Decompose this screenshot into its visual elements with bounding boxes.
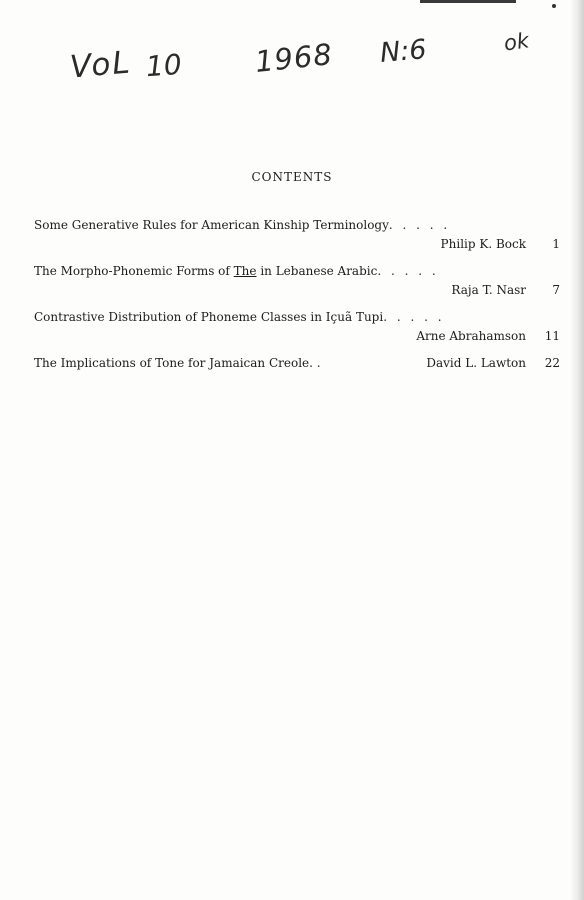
toc-page-number: 1 [552,237,560,251]
table-of-contents [34,216,560,381]
toc-author: Raja T. Nasr [451,283,526,297]
toc-entry [34,354,560,373]
toc-title-text: The Implications of Tone for Jamaican Creole. [34,356,313,370]
toc-author: Philip K. Bock [440,237,526,251]
toc-entry [34,308,560,346]
toc-author: David L. Lawton [426,356,526,370]
handwritten-issue: N:6 [378,34,428,69]
handwritten-ok: ok [502,28,531,56]
toc-page-number: 7 [552,283,560,297]
toc-entry-author-line [34,281,560,300]
toc-leader: . . . . . [388,218,451,232]
toc-title-underlined-word: The [233,264,257,278]
toc-entry-author-line [34,327,560,346]
handwritten-year: 1968 [253,37,335,79]
handwritten-vol: VoL [68,44,134,86]
toc-author: Arne Abrahamson [416,329,526,343]
toc-title-text: Some Generative Rules for American Kinship Terminology [34,218,389,232]
toc-entry-title [34,262,560,281]
toc-title-text-end: in Lebanese Arabic [256,264,378,278]
toc-leader: . . . . . [383,310,445,324]
toc-entry [34,262,560,300]
toc-leader: . . . . . [377,264,439,278]
toc-title-text: Contrastive Distribution of Phoneme Classes in Içuã Tupi [34,310,384,324]
toc-leader: . [312,356,325,370]
toc-entry-title [34,216,560,235]
handwritten-volume-number: 10 [144,47,183,84]
scan-speck [552,4,556,8]
contents-heading: CONTENTS [251,170,333,184]
toc-entry-author-line [34,235,560,254]
toc-page-number: 11 [544,329,560,343]
toc-page-number: 22 [544,356,560,370]
scan-edge-shadow [570,0,584,900]
toc-title-text: The Morpho-Phonemic Forms of [34,264,234,278]
toc-entry [34,216,560,254]
scan-top-mark [420,0,516,3]
toc-entry-title [34,308,560,327]
